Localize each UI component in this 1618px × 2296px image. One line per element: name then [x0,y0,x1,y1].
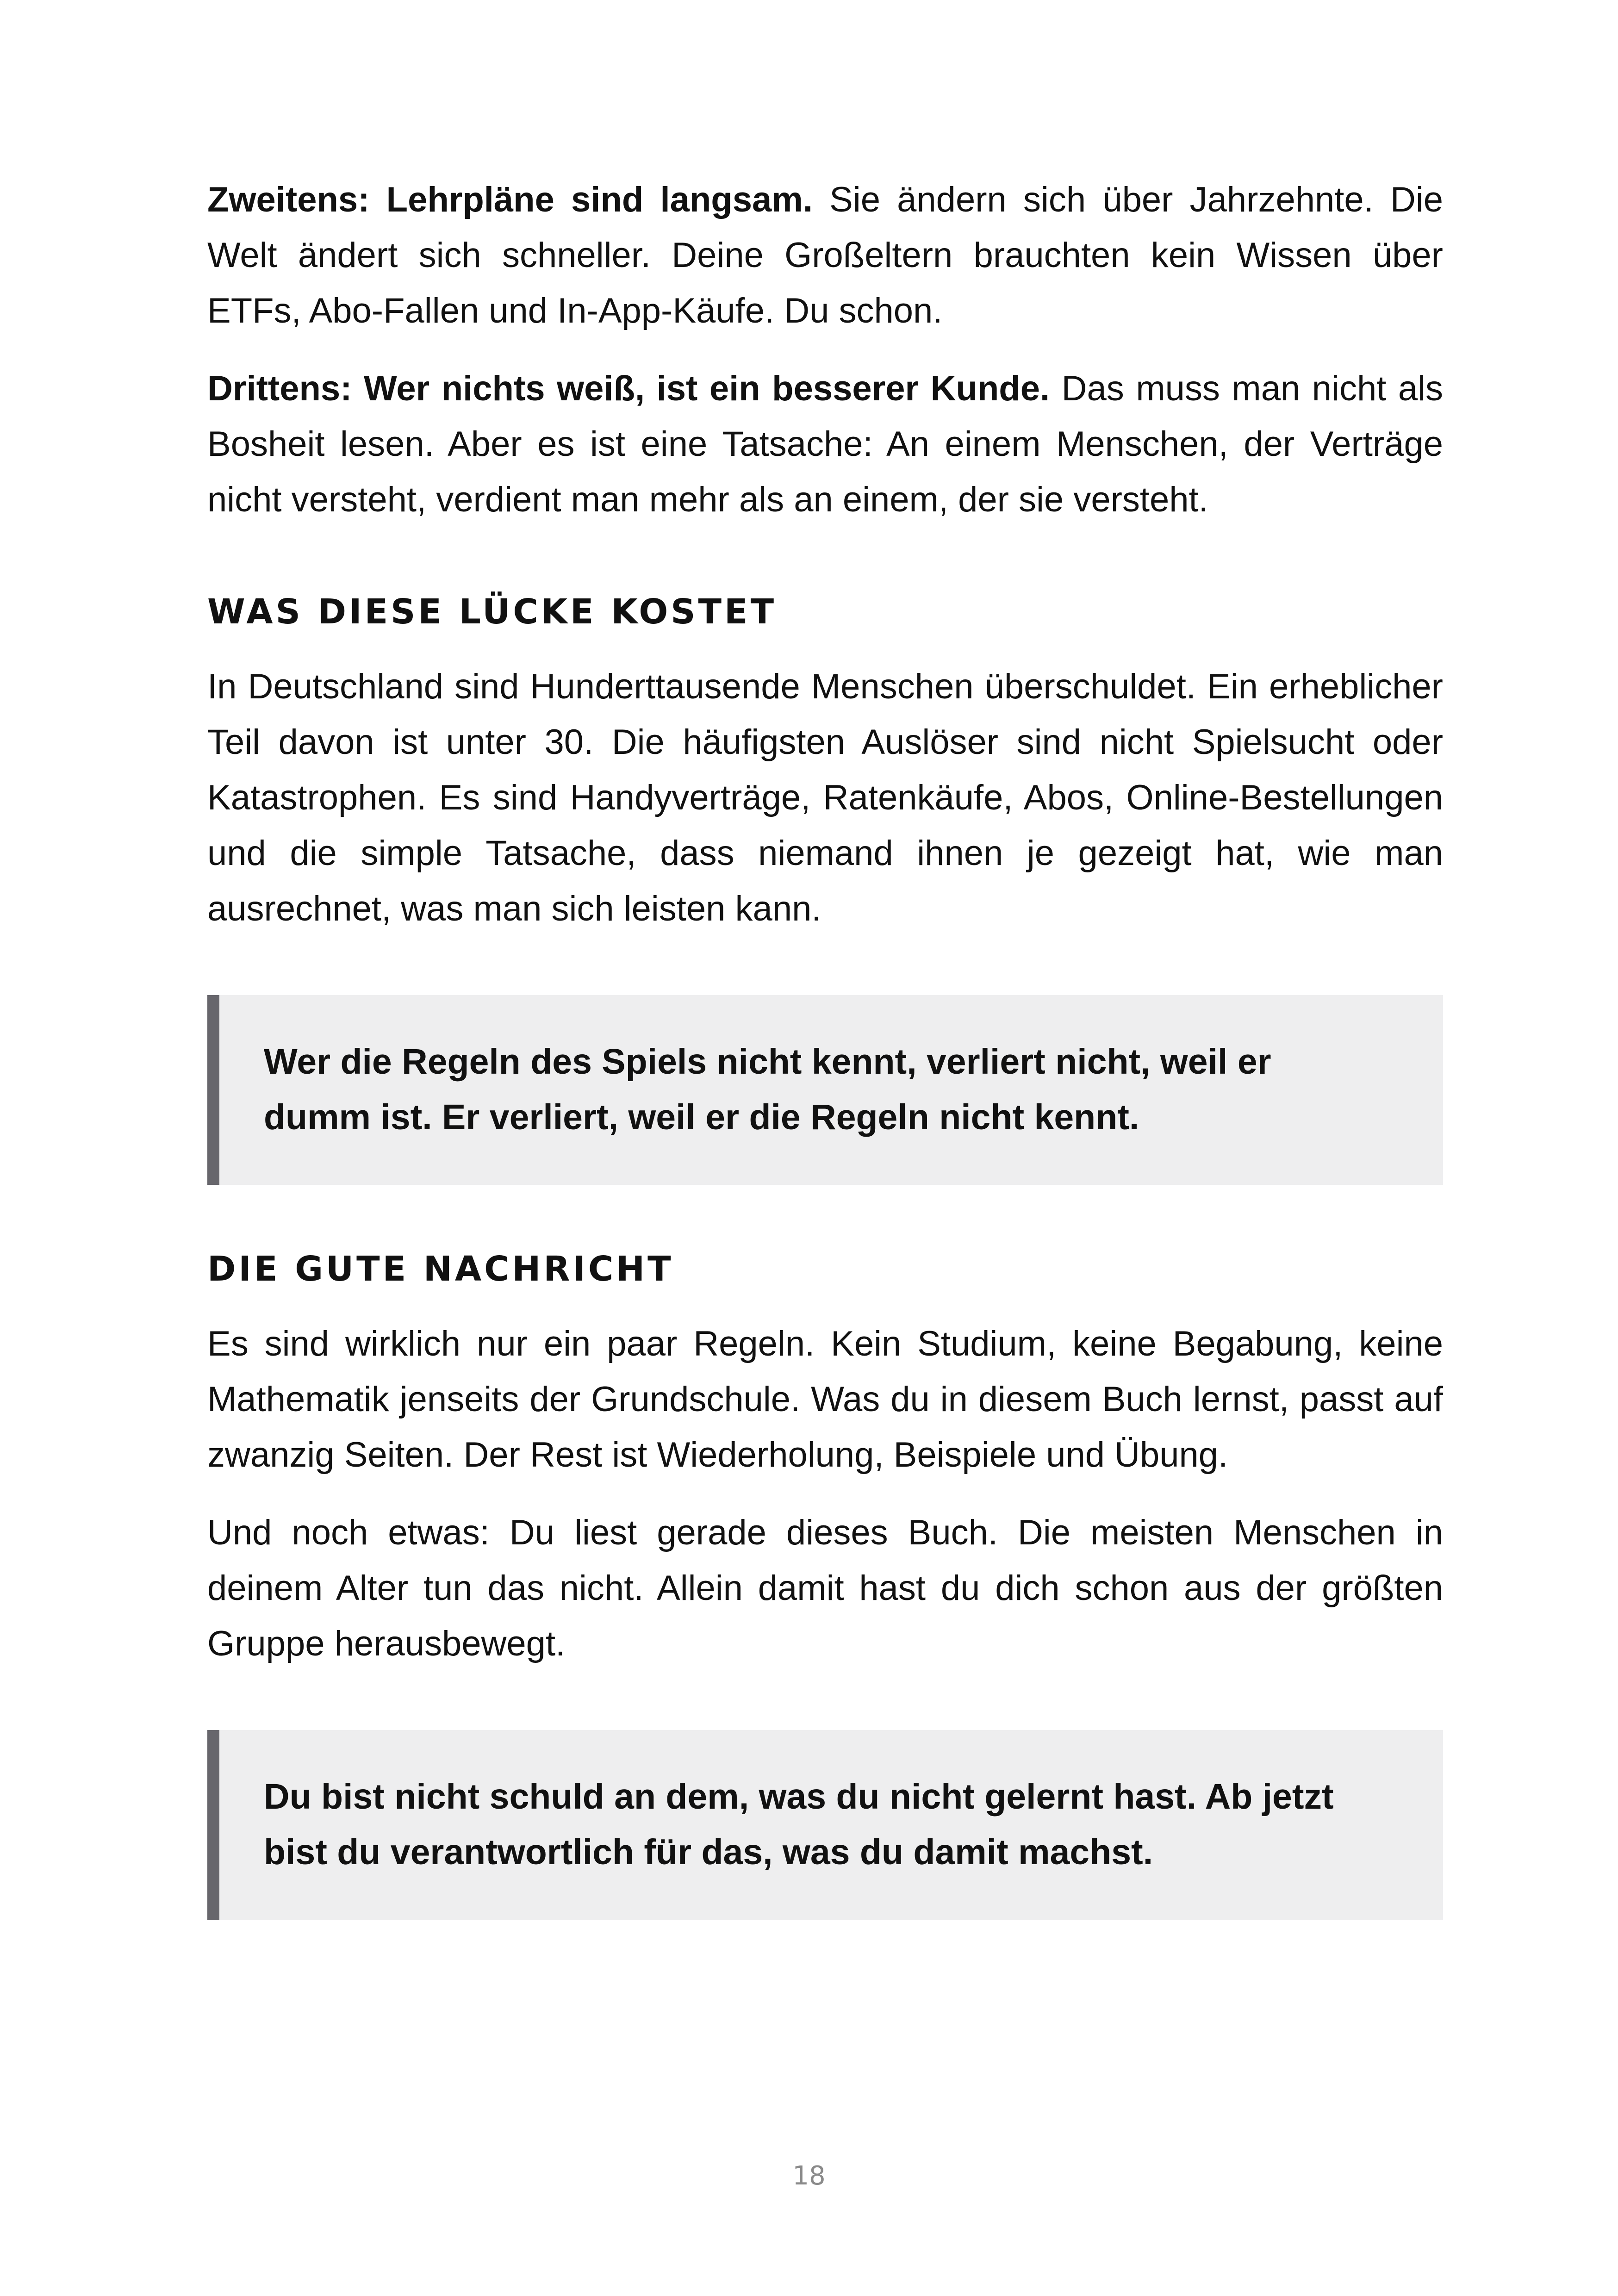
paragraph-lead: Drittens: Wer nichts weiß, ist ein besserer Kunde. [207,369,1050,408]
paragraph-drittens [207,361,1443,528]
paragraph-text: Sie ändern sich über Jahrzehnte. Die Welt ändert sich schneller. Deine Großeltern brauchten kein Wissen über ETFs, Abo-Fallen und In-App-Käufe. Du schon. [207,180,1443,330]
section-heading-kosten: WAS DIESE LÜCKE KOSTET [207,592,777,632]
callout-box-verantwortung [207,1730,1443,1920]
paragraph-lead: Zweitens: Lehrpläne sind langsam. [207,180,813,219]
section-heading-gute-nachricht: DIE GUTE NACHRICHT [207,1249,674,1289]
page-content [207,172,1443,1920]
page-number: 18 [792,2161,826,2191]
paragraph-zweitens [207,172,1443,339]
paragraph-ueberschuldung: In Deutschland sind Hunderttausende Menschen überschuldet. Ein erheblicher Teil davon ist unter 30. Die häufigsten Auslöser sind nicht Spielsucht oder Katastrophen. Es sind Handyverträge, Ratenkäufe, Abos, Online-Bestellungen und die simple Tatsache, dass niemand ihnen je gezeigt hat, wie man ausrechnet, was man sich leisten kann. [207,667,1443,928]
paragraph-text: Das muss man nicht als Bosheit lesen. Aber es ist eine Tatsache: An einem Menschen, der Verträge nicht versteht, verdient man mehr als an einem, der sie versteht. [207,369,1443,519]
paragraph-noch-etwas: Und noch etwas: Du liest gerade dieses Buch. Die meisten Menschen in deinem Alter tun das nicht. Allein damit hast du dich schon aus der größten Gruppe herausbewegt. [207,1513,1443,1663]
paragraph-regeln: Es sind wirklich nur ein paar Regeln. Kein Studium, keine Begabung, keine Mathematik jenseits der Grundschule. Was du in diesem Buch lernst, passt auf zwanzig Seiten. Der Rest ist Wiederholung, Beispiele und Übung. [207,1324,1443,1475]
callout-box-regeln [207,995,1443,1185]
callout-text: Wer die Regeln des Spiels nicht kennt, verliert nicht, weil er dumm ist. Er verliert, weil er die Regeln nicht kennt. [264,1042,1271,1137]
callout-text: Du bist nicht schuld an dem, was du nicht gelernt hast. Ab jetzt bist du verantwortlich für das, was du damit machst. [264,1777,1334,1872]
